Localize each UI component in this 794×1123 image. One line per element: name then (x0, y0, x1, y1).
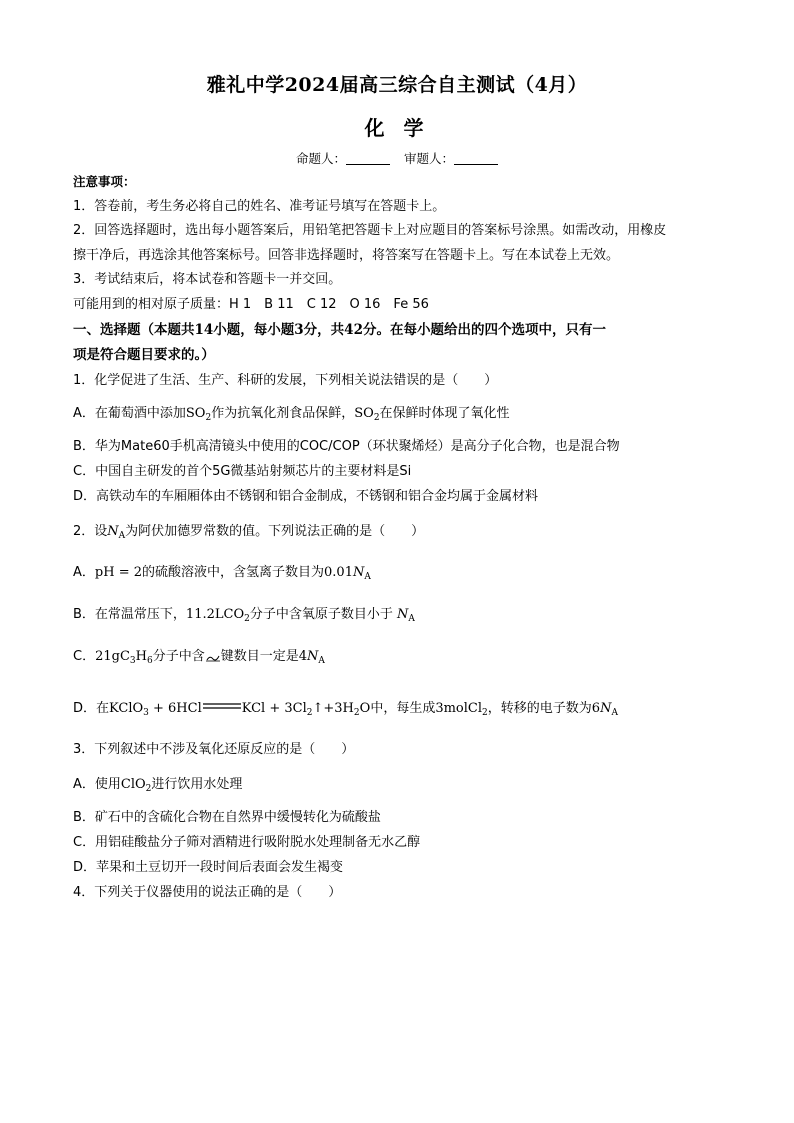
formula: $SO_2$ (185, 406, 212, 423)
question-2-stem: 2．设$N_A$为阿伏加德罗常数的值。下列说法正确的是（ ） (73, 524, 425, 541)
author-label: 命题人： (295, 151, 346, 166)
formula: 21g (95, 649, 120, 664)
question-1-stem: 1．化学促进了生活、生产、科研的发展，下列相关说法错误的是（ ） (73, 373, 498, 388)
formula: 6 (591, 701, 601, 716)
formula: $SO_2$ (354, 406, 380, 423)
section-heading: 一、选择题（本题共14小题，每小题3分，共42分。在每小题给出的四个选项中，只有一 (73, 322, 606, 338)
option-text: A．在葡萄酒中添加 (73, 406, 186, 421)
option-text: 作为抗氧化剂食品保鲜， (211, 406, 355, 421)
question-3-stem: 3．下列叙述中不涉及氧化还原反应的是（ ） (73, 742, 355, 757)
formula: pH = 2 (94, 565, 142, 580)
question-1-option-a (73, 405, 723, 427)
option-text: 在保鲜时体现了氧化性 (379, 406, 510, 421)
avogadro-symbol: $N_A$ (600, 701, 618, 718)
equation: KClO$_3$ + 6HCl KCl + $3Cl_2↑+3H_2O$ (109, 701, 371, 718)
question-2-option-b: B．在常温常压下，$11.2LCO_2$分子中含氧原子数目小于 $N_A$ (73, 607, 415, 624)
formula: $Cl_2$ (467, 701, 488, 718)
exam-title: 雅礼中学2024届高三综合自主测试（4月） (206, 74, 588, 96)
question-1-option-b: B．华为Mate60手机高清镜头中使用的COC/COP（环状聚烯烃）是高分子化合物，也是混合物 (73, 439, 620, 454)
question-3-option-b: B．矿石中的含硫化合物在自然界中缓慢转化为硫酸盐 (73, 810, 381, 825)
notice-item: 1．答卷前，考生务必将自己的姓名、准考证号填写在答题卡上。 (73, 199, 446, 214)
notice-item: 擦干净后，再选涂其他答案标号。回答非选择题时，将答案写在答题卡上。写在本试卷上无效。 (73, 248, 620, 263)
formula: ClO$_2$ (120, 777, 152, 794)
question-2-option-d: D．在KClO$_3$ + 6HCl KCl + $3Cl_2↑+3H_2O$中，每生成3molCl$_2$，转移的电子数为$6N_A$ (73, 701, 618, 718)
question-2-option-a: A．pH = 2的硫酸溶液中，含氢离子数目为$0.01N_A$ (73, 565, 371, 582)
question-3-option-c: C．用铝硅酸盐分子筛对酒精进行吸附脱水处理制备无水乙醇 (73, 835, 421, 850)
notice-heading: 注意事项： (73, 174, 136, 189)
avogadro-symbol: $N_A$ (397, 607, 415, 624)
formula: $CO_2$ (223, 607, 250, 624)
question-1-option-d: D．高铁动车的车厢厢体由不锈钢和铝合金制成，不锈钢和铝合金均属于金属材料 (73, 489, 539, 504)
question-4-stem: 4．下列关于仪器使用的说法正确的是（ ） (73, 885, 342, 900)
equals-sign (202, 701, 242, 711)
avogadro-symbol: $N_A$ (107, 524, 126, 541)
gas-arrow: ↑ (312, 701, 324, 716)
reviewer-blank (454, 152, 498, 165)
notice-item: 2．回答选择题时，选出每小题答案后，用铅笔把答题卡上对应题目的答案标号涂黑。如需改动，用橡皮 (73, 223, 667, 238)
formula: 3mol (435, 701, 468, 716)
avogadro-symbol: $N_A$ (307, 649, 325, 666)
sigma-symbol (205, 653, 221, 662)
reviewer-label: 审题人： (404, 151, 455, 166)
atomic-masses: 可能用到的相对原子质量：H 1 B 11 C 12 O 16 Fe 56 (73, 297, 429, 312)
formula: 11.2L (185, 607, 224, 622)
formula: 4 (298, 649, 308, 664)
author-blank (346, 152, 390, 165)
question-1-option-c: C．中国自主研发的首个5G微基站射频芯片的主要材料是Si (73, 464, 412, 479)
formula: 0.01 (324, 565, 353, 580)
author-line (0, 149, 794, 167)
question-2-option-c: C．$21gC_3H_6$分子中含 键数目一定是$4N_A$ (73, 649, 325, 666)
section-heading-cont: 项是符合题目要求的。） (73, 347, 215, 363)
question-3-option-a: A．使用ClO$_2$进行饮用水处理 (73, 777, 243, 794)
formula: $C_3H_6$ (119, 649, 153, 666)
question-3-option-d: D．苹果和土豆切开一段时间后表面会发生褐变 (73, 860, 344, 875)
avogadro-symbol: $N_A$ (352, 565, 371, 582)
subject-title: 化 学 (364, 116, 430, 140)
notice-item: 3．考试结束后，将本试卷和答题卡一并交回。 (73, 272, 342, 287)
